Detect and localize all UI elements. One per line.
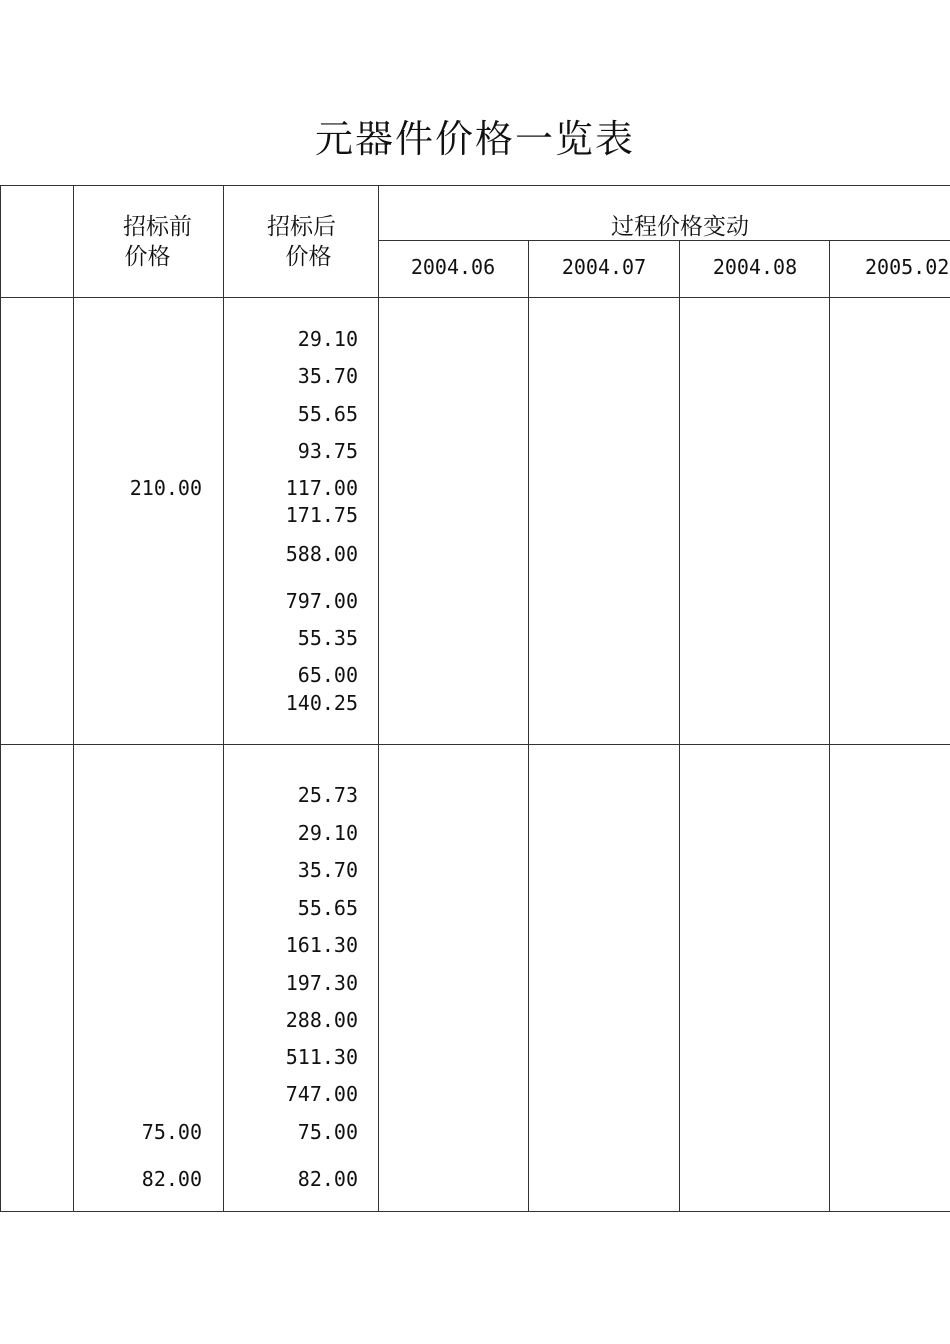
page-title: 元器件价格一览表 bbox=[314, 117, 635, 161]
header-after-price bbox=[254, 212, 349, 242]
after-price-cell: 117.00 bbox=[285, 476, 358, 500]
after-price-cell: 197.30 bbox=[285, 971, 358, 995]
after-price-cell: 25.73 bbox=[297, 783, 358, 807]
col-divider-5 bbox=[679, 240, 680, 1212]
header-before-price-2 bbox=[100, 242, 195, 272]
col-divider-3 bbox=[378, 185, 379, 1212]
col-divider-4 bbox=[528, 240, 529, 1212]
after-price-cell: 55.65 bbox=[297, 896, 358, 920]
col-divider-1 bbox=[73, 185, 74, 1212]
date-header: 2004.08 bbox=[712, 255, 798, 279]
header-process-price-change: 过程价格变动 bbox=[611, 214, 749, 240]
after-price-cell: 588.00 bbox=[285, 542, 358, 566]
after-price-cell: 797.00 bbox=[285, 589, 358, 613]
before-price-cell: 75.00 bbox=[141, 1120, 202, 1144]
after-price-cell: 65.00 bbox=[297, 663, 358, 687]
after-price-cell: 288.00 bbox=[285, 1008, 358, 1032]
col-divider-6 bbox=[829, 240, 830, 1212]
after-price-cell: 171.75 bbox=[285, 503, 358, 527]
after-price-cell: 29.10 bbox=[297, 821, 358, 845]
group-separator bbox=[0, 744, 950, 745]
after-price-cell: 29.10 bbox=[297, 327, 358, 351]
col-divider-2 bbox=[223, 185, 224, 1212]
header-before-line1: 招标前 bbox=[123, 214, 192, 240]
before-price-cell: 82.00 bbox=[141, 1167, 202, 1191]
after-price-cell: 747.00 bbox=[285, 1082, 358, 1106]
col-left-border bbox=[0, 185, 1, 1212]
after-price-cell: 140.25 bbox=[285, 691, 358, 715]
after-price-cell: 75.00 bbox=[297, 1120, 358, 1144]
header-before-price bbox=[110, 212, 205, 242]
after-price-cell: 511.30 bbox=[285, 1045, 358, 1069]
header-after-line1: 招标后 bbox=[267, 214, 336, 240]
header-before-line2: 价格 bbox=[124, 244, 171, 270]
after-price-cell: 55.35 bbox=[297, 626, 358, 650]
after-price-cell: 93.75 bbox=[297, 439, 358, 463]
table-bottom-border bbox=[0, 1211, 950, 1212]
date-header: 2004.06 bbox=[410, 255, 496, 279]
header-after-price-2 bbox=[261, 242, 356, 272]
after-price-cell: 161.30 bbox=[285, 933, 358, 957]
date-header: 2005.02 bbox=[865, 255, 950, 279]
table-top-border bbox=[0, 185, 950, 186]
header-bottom-border bbox=[0, 297, 950, 298]
before-price-cell: 210.00 bbox=[129, 476, 202, 500]
after-price-cell: 55.65 bbox=[297, 402, 358, 426]
date-header: 2004.07 bbox=[561, 255, 647, 279]
after-price-cell: 35.70 bbox=[297, 858, 358, 882]
after-price-cell: 82.00 bbox=[297, 1167, 358, 1191]
after-price-cell: 35.70 bbox=[297, 364, 358, 388]
header-after-line2: 价格 bbox=[285, 244, 332, 270]
